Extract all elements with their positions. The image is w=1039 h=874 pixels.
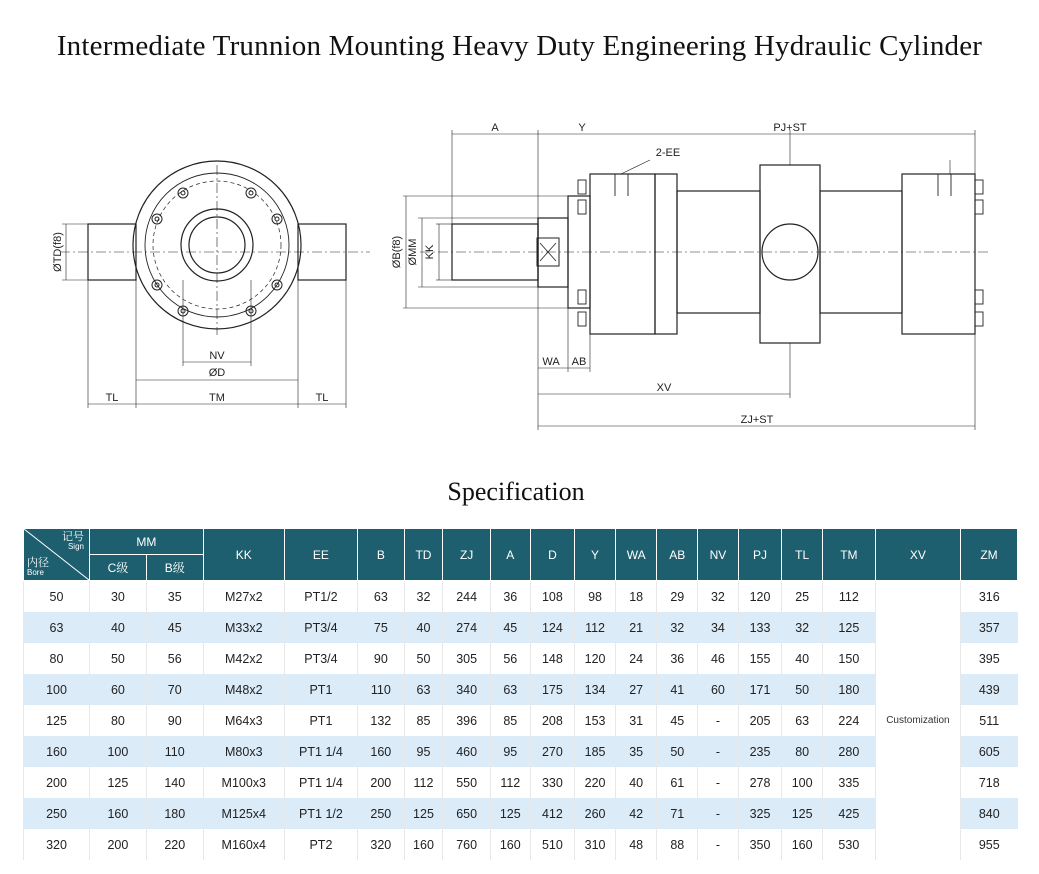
table-cell: 35: [615, 736, 657, 767]
header-ab: AB: [657, 529, 698, 581]
table-cell: 27: [615, 674, 657, 705]
table-cell: 40: [782, 643, 823, 674]
table-cell: -: [698, 736, 739, 767]
label-b: ØB(f8): [391, 235, 403, 269]
table-cell: M160x4: [203, 829, 284, 860]
table-cell: 125: [822, 612, 875, 643]
table-cell: 175: [530, 674, 575, 705]
table-cell: 180: [822, 674, 875, 705]
table-cell: 85: [490, 705, 530, 736]
corner-bore-en: Bore: [27, 568, 44, 577]
label-wa: WA: [542, 356, 560, 368]
table-cell: 63: [404, 674, 443, 705]
spec-title: Specification: [447, 477, 585, 506]
header-kk: KK: [203, 529, 284, 581]
table-cell: 250: [24, 798, 90, 829]
table-cell: 85: [404, 705, 443, 736]
label-td: ØTD(f8): [52, 232, 64, 272]
table-cell: 36: [490, 581, 530, 613]
spec-table: [23, 528, 1018, 860]
table-cell: 45: [490, 612, 530, 643]
table-cell: 63: [782, 705, 823, 736]
header-mm: MM: [89, 529, 203, 555]
table-cell: 511: [961, 705, 1018, 736]
side-view: [403, 130, 990, 430]
table-cell: PT1 1/4: [284, 767, 357, 798]
table-cell: 125: [404, 798, 443, 829]
table-cell: 45: [657, 705, 698, 736]
table-cell: 205: [738, 705, 782, 736]
table-cell: 235: [738, 736, 782, 767]
table-cell: 50: [24, 581, 90, 613]
table-cell: 29: [657, 581, 698, 613]
table-cell: 412: [530, 798, 575, 829]
table-cell: 148: [530, 643, 575, 674]
table-cell: 108: [530, 581, 575, 613]
header-zj: ZJ: [443, 529, 491, 581]
table-cell: 18: [615, 581, 657, 613]
table-row: [24, 643, 1018, 674]
table-cell: 224: [822, 705, 875, 736]
table-cell: 32: [404, 581, 443, 613]
table-cell: 95: [490, 736, 530, 767]
table-cell: 70: [146, 674, 203, 705]
label-tm: TM: [209, 392, 225, 404]
table-cell: 840: [961, 798, 1018, 829]
header-y: Y: [575, 529, 616, 581]
label-kk: KK: [424, 244, 436, 260]
table-cell: 71: [657, 798, 698, 829]
table-cell: 120: [575, 643, 616, 674]
table-cell: 63: [490, 674, 530, 705]
table-cell: 90: [357, 643, 404, 674]
label-y: Y: [578, 122, 586, 134]
table-cell: 42: [615, 798, 657, 829]
table-cell: 310: [575, 829, 616, 860]
table-cell: 90: [146, 705, 203, 736]
header-ee: EE: [284, 529, 357, 581]
table-cell: PT2: [284, 829, 357, 860]
table-cell: 40: [615, 767, 657, 798]
table-cell: PT3/4: [284, 612, 357, 643]
table-cell: 112: [575, 612, 616, 643]
table-row: [24, 705, 1018, 736]
table-cell: 439: [961, 674, 1018, 705]
table-cell: M33x2: [203, 612, 284, 643]
label-pj-st: PJ+ST: [773, 122, 807, 134]
table-cell: 80: [782, 736, 823, 767]
label-xv: XV: [656, 382, 672, 394]
table-cell: 220: [575, 767, 616, 798]
table-cell: -: [698, 767, 739, 798]
table-cell: 185: [575, 736, 616, 767]
table-cell: 40: [404, 612, 443, 643]
table-cell: 171: [738, 674, 782, 705]
table-cell: M64x3: [203, 705, 284, 736]
table-cell: 200: [89, 829, 146, 860]
header-zm: ZM: [961, 529, 1018, 581]
table-cell: 50: [657, 736, 698, 767]
table-cell: 34: [698, 612, 739, 643]
label-d: ØD: [208, 367, 226, 379]
header-nv: NV: [698, 529, 739, 581]
header-mm-b: B级: [146, 555, 203, 581]
table-cell: M80x3: [203, 736, 284, 767]
table-cell: 150: [822, 643, 875, 674]
table-cell: 60: [698, 674, 739, 705]
table-cell: PT1: [284, 705, 357, 736]
table-cell: 80: [89, 705, 146, 736]
table-cell: 200: [24, 767, 90, 798]
table-cell: M42x2: [203, 643, 284, 674]
table-cell: 530: [822, 829, 875, 860]
table-cell: 80: [24, 643, 90, 674]
table-cell: 274: [443, 612, 491, 643]
label-tl-left: TL: [105, 392, 119, 404]
header-d: D: [530, 529, 575, 581]
table-cell: 125: [490, 798, 530, 829]
label-a: A: [491, 122, 499, 134]
table-cell: 305: [443, 643, 491, 674]
header-xv: XV: [875, 529, 960, 581]
table-cell: M48x2: [203, 674, 284, 705]
table-cell: 63: [24, 612, 90, 643]
header-b: B: [357, 529, 404, 581]
table-cell: PT1/2: [284, 581, 357, 613]
table-cell: 395: [961, 643, 1018, 674]
table-cell: 125: [24, 705, 90, 736]
table-cell: 21: [615, 612, 657, 643]
header-mm-c: C级: [89, 555, 146, 581]
table-cell: 50: [404, 643, 443, 674]
table-cell: PT3/4: [284, 643, 357, 674]
table-cell: 260: [575, 798, 616, 829]
table-cell: 425: [822, 798, 875, 829]
label-mm: ØMM: [407, 238, 419, 266]
table-row: [24, 581, 1018, 613]
table-row: [24, 736, 1018, 767]
table-cell: 75: [357, 612, 404, 643]
header-pj: PJ: [738, 529, 782, 581]
corner-bore-cn: 内径: [27, 557, 49, 569]
label-2-ee: 2-EE: [655, 147, 681, 159]
table-cell: 31: [615, 705, 657, 736]
table-cell: 760: [443, 829, 491, 860]
table-cell: 220: [146, 829, 203, 860]
table-cell: 35: [146, 581, 203, 613]
table-cell: 63: [357, 581, 404, 613]
table-cell: 32: [782, 612, 823, 643]
table-cell: 50: [782, 674, 823, 705]
table-cell: 330: [530, 767, 575, 798]
label-nv: NV: [209, 350, 225, 362]
table-row: [24, 612, 1018, 643]
table-cell: M100x3: [203, 767, 284, 798]
table-cell: 124: [530, 612, 575, 643]
label-zj-st: ZJ+ST: [740, 414, 774, 426]
table-cell: 132: [357, 705, 404, 736]
table-cell: 30: [89, 581, 146, 613]
table-cell: 25: [782, 581, 823, 613]
table-cell: 110: [146, 736, 203, 767]
table-cell: 60: [89, 674, 146, 705]
table-cell: 160: [357, 736, 404, 767]
corner-sign-cn: 记号: [61, 531, 84, 543]
label-tl-right: TL: [315, 392, 329, 404]
table-cell: 100: [24, 674, 90, 705]
table-cell: 100: [782, 767, 823, 798]
table-cell: 50: [89, 643, 146, 674]
table-cell: 270: [530, 736, 575, 767]
table-cell: 56: [490, 643, 530, 674]
table-cell: 120: [738, 581, 782, 613]
table-cell: 160: [490, 829, 530, 860]
table-cell: 650: [443, 798, 491, 829]
table-row: [24, 798, 1018, 829]
table-cell: 100: [89, 736, 146, 767]
table-row: [24, 829, 1018, 860]
table-cell: 316: [961, 581, 1018, 613]
table-cell: 125: [89, 767, 146, 798]
table-cell: 325: [738, 798, 782, 829]
front-view-labels: [52, 232, 328, 404]
table-cell: 24: [615, 643, 657, 674]
table-cell: 160: [404, 829, 443, 860]
header-td: TD: [404, 529, 443, 581]
table-cell: 160: [24, 736, 90, 767]
table-cell: -: [698, 798, 739, 829]
table-cell: 510: [530, 829, 575, 860]
table-cell: 112: [490, 767, 530, 798]
table-cell: 112: [822, 581, 875, 613]
table-cell: 61: [657, 767, 698, 798]
table-cell: 45: [146, 612, 203, 643]
table-cell: 335: [822, 767, 875, 798]
table-cell: 56: [146, 643, 203, 674]
side-view-labels: [391, 122, 807, 426]
table-cell: M125x4: [203, 798, 284, 829]
table-cell: 95: [404, 736, 443, 767]
table-cell: 160: [782, 829, 823, 860]
table-cell: 46: [698, 643, 739, 674]
table-cell: 200: [357, 767, 404, 798]
table-cell: 278: [738, 767, 782, 798]
table-cell: 160: [89, 798, 146, 829]
table-cell: 48: [615, 829, 657, 860]
table-cell: 36: [657, 643, 698, 674]
corner-sign-en: Sign: [67, 542, 84, 551]
table-cell: 550: [443, 767, 491, 798]
page-title: Intermediate Trunnion Mounting Heavy Duty Engineering Hydraulic Cylinder: [56, 30, 983, 62]
table-cell: 396: [443, 705, 491, 736]
table-cell: PT1 1/4: [284, 736, 357, 767]
table-cell: -: [698, 705, 739, 736]
table-cell: 40: [89, 612, 146, 643]
header-a: A: [490, 529, 530, 581]
table-row: [24, 674, 1018, 705]
table-cell: 153: [575, 705, 616, 736]
table-cell: 155: [738, 643, 782, 674]
table-row: [24, 767, 1018, 798]
table-cell: 244: [443, 581, 491, 613]
table-cell: 134: [575, 674, 616, 705]
table-cell: 208: [530, 705, 575, 736]
table-cell: 140: [146, 767, 203, 798]
table-cell: 605: [961, 736, 1018, 767]
corner-header: [24, 529, 90, 581]
table-cell: 180: [146, 798, 203, 829]
table-cell: 110: [357, 674, 404, 705]
spec-table-body: [24, 581, 1018, 861]
table-cell: PT1 1/2: [284, 798, 357, 829]
header-tl: TL: [782, 529, 823, 581]
table-cell: 350: [738, 829, 782, 860]
table-cell: 280: [822, 736, 875, 767]
table-cell: PT1: [284, 674, 357, 705]
header-wa: WA: [615, 529, 657, 581]
table-cell: 133: [738, 612, 782, 643]
label-ab: AB: [571, 356, 587, 368]
table-cell: 955: [961, 829, 1018, 860]
table-cell: 250: [357, 798, 404, 829]
table-cell: 320: [24, 829, 90, 860]
table-cell: 320: [357, 829, 404, 860]
table-cell: 98: [575, 581, 616, 613]
table-cell: 357: [961, 612, 1018, 643]
table-cell: 32: [698, 581, 739, 613]
table-cell: M27x2: [203, 581, 284, 613]
header-tm: TM: [822, 529, 875, 581]
table-cell: 41: [657, 674, 698, 705]
table-cell: 340: [443, 674, 491, 705]
table-cell: 112: [404, 767, 443, 798]
table-cell: -: [698, 829, 739, 860]
table-cell: 32: [657, 612, 698, 643]
xv-customization-cell: Customization: [875, 581, 960, 861]
table-cell: 88: [657, 829, 698, 860]
table-cell: 125: [782, 798, 823, 829]
table-cell: 718: [961, 767, 1018, 798]
table-cell: 460: [443, 736, 491, 767]
